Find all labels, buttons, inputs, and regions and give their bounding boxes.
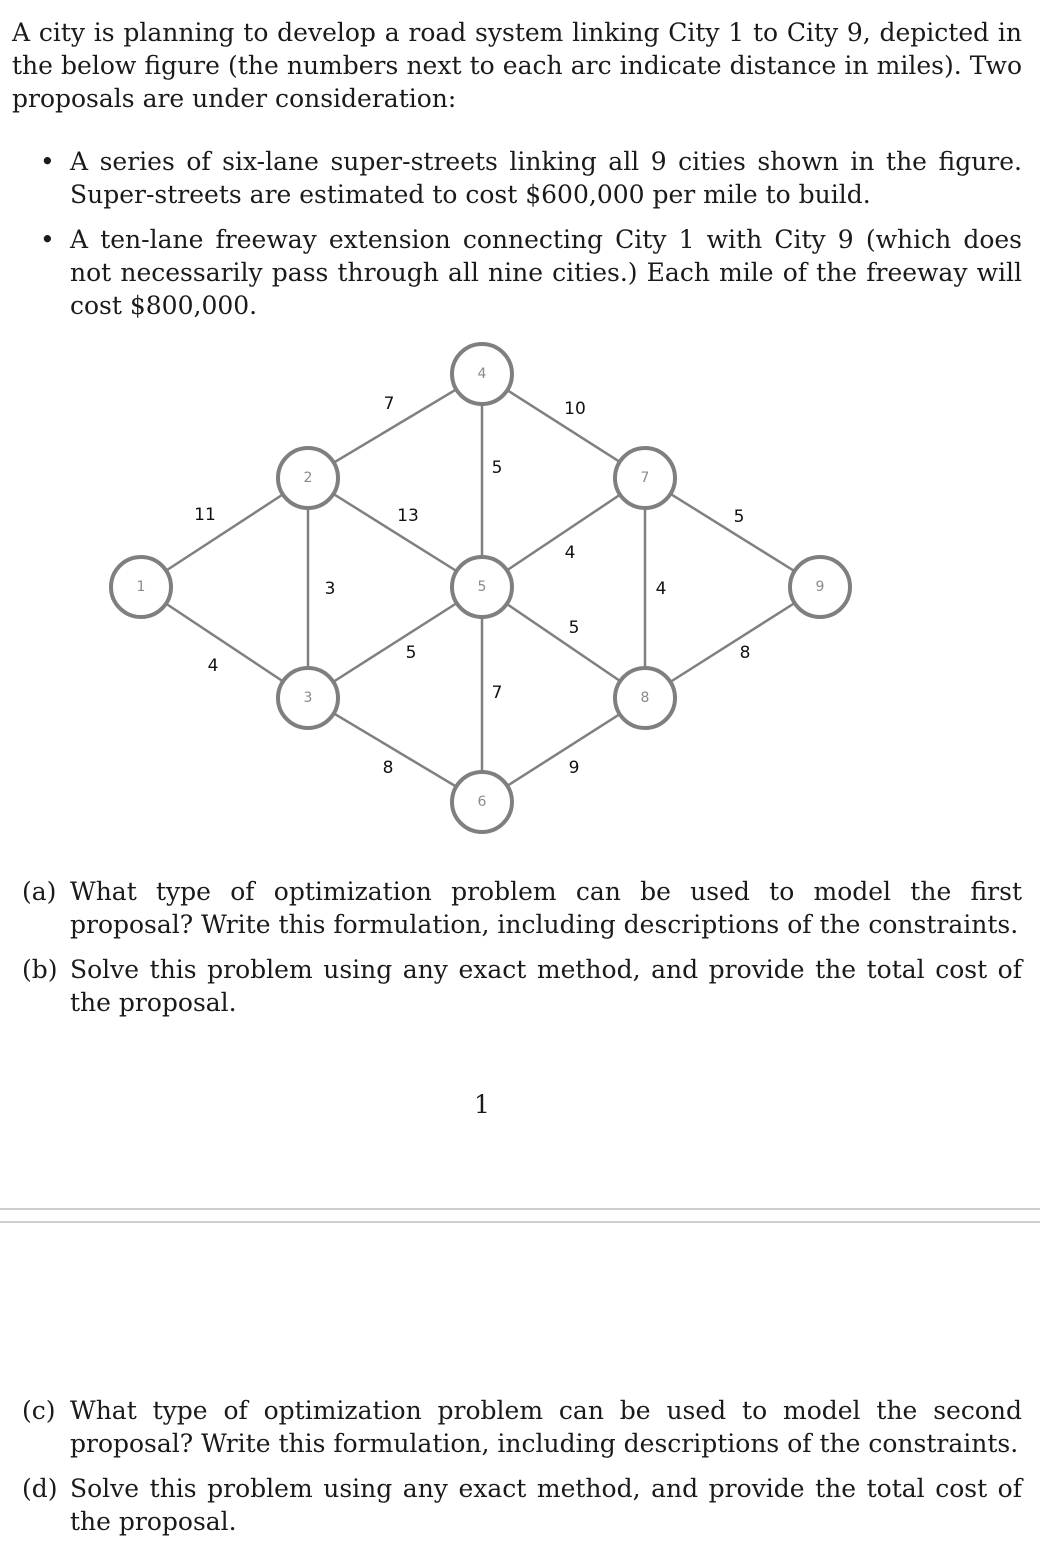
edge-weight-label: 5 [733,507,745,527]
question-a [22,875,1022,941]
city-node-label: 1 [136,579,146,595]
question-b [22,953,1022,1019]
bullet-item [40,145,1022,211]
city-node-label: 7 [640,470,650,486]
edge-weight-label: 7 [383,394,395,414]
bullet-item [40,223,1022,322]
question-label: (c) [22,1396,56,1425]
bullet-text: A series of six-lane super-streets linking all 9 cities shown in the figure. Super-streets are estimated to cost $600,000 per mile to build. [70,147,1022,209]
edge-weight-label: 7 [491,683,503,703]
question-label: (b) [22,955,58,984]
bullet-dot-icon: • [40,147,55,176]
city-node-label: 2 [303,470,313,486]
question-d [22,1472,1022,1538]
edge-weight-label: 3 [324,579,336,599]
question-c [22,1394,1022,1460]
page-divider [0,1221,1040,1223]
city-node-label: 5 [477,579,487,595]
city-node-label: 8 [640,690,650,706]
road-network-graph [0,330,1040,850]
bullet-text: A ten-lane freeway extension connecting City 1 with City 9 (which does not necessarily pass through all nine cities.) Each mile of the freeway will cost $800,000. [70,225,1022,320]
page-divider [0,1208,1040,1210]
edge-weight-label: 11 [194,505,216,525]
edge-weight-label: 8 [382,758,394,778]
edge-weight-label: 8 [739,643,751,663]
question-text: What type of optimization problem can be used to model the second proposal? Write this formulation, including descriptions of the constraints. [70,1396,1022,1458]
question-text: Solve this problem using any exact method, and provide the total cost of the proposal. [70,955,1022,1017]
edge-weight-label: 5 [405,643,417,663]
edge-weight-label: 13 [397,506,419,526]
question-text: Solve this problem using any exact method, and provide the total cost of the proposal. [70,1474,1022,1536]
edge-weight-label: 4 [564,543,576,563]
city-node-label: 4 [477,366,487,382]
edge-weight-label: 10 [564,399,586,419]
question-label: (d) [22,1474,58,1503]
city-node-label: 3 [303,690,313,706]
edge-weight-label: 5 [568,618,580,638]
edge-weight-label: 9 [568,758,580,778]
bullet-dot-icon: • [40,225,55,254]
edge-weight-label: 4 [207,656,219,676]
page-number: 1 [474,1090,490,1119]
city-node-label: 9 [815,579,825,595]
edge-weight-label: 4 [655,579,667,599]
city-node-label: 6 [477,794,487,810]
edge-weight-label: 5 [491,458,503,478]
intro-paragraph: A city is planning to develop a road system linking City 1 to City 9, depicted in the below figure (the numbers next to each arc indicate distance in miles). Two proposals are under consideration: [12,18,1022,113]
question-text: What type of optimization problem can be used to model the first proposal? Write this formulation, including descriptions of the constraints. [70,877,1022,939]
question-label: (a) [22,877,57,906]
